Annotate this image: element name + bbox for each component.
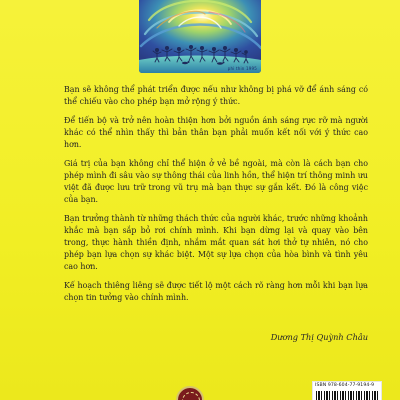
paragraph: Kế hoạch thiêng liêng sẽ được tiết lộ một cách rõ ràng hơn mỗi khi bạn lựa chọn tin tưởng vào chính mình. [64, 281, 368, 302]
paragraph: Để tiến bộ và trở nên hoàn thiện hơn bởi nguồn ánh sáng rực rỡ mà người khác có thể nhìn thấy thì bản thân bạn phải muốn kết nối với ý thức cao hơn. [64, 116, 368, 149]
isbn-barcode [312, 381, 382, 400]
isbn-number: ISBN 978-604-77-9194-9 [315, 383, 375, 388]
cover-artwork [139, 0, 261, 73]
paragraph: Giá trị của bạn không chỉ thể hiện ở vẻ bề ngoài, mà còn là cách bạn cho phép mình đi sâu vào sự thông thái của linh hồn, thể hiện trí thông minh ưu việt đã được lưu trữ trong vũ trụ mà bạn thực sự gắn kết. Đó là công việc của bạn. [64, 159, 368, 204]
swirl-painting [139, 0, 261, 73]
paragraph: Bạn trưởng thành từ những thách thức của người khác, trước những khoảnh khắc mà bạn sắp bỏ rơi chính mình. Khi bạn dừng lại và quay vào bên trong, thực hành thiền định, nhắm mắt quan sát hơi thở tự nhiên, nó cho phép bạn lựa chọn sự khác biệt. Một sự lựa chọn của hòa bình và tình yêu cao hơn. [64, 214, 368, 271]
back-cover-text [64, 84, 368, 311]
paragraph: Bạn sẽ không thể phát triển được nếu như không bị phá vỡ để ánh sáng có thể chiếu vào cho phép bạn mở rộng ý thức. [64, 85, 368, 106]
artist-signature: phi thin 1995 [227, 66, 257, 71]
publisher-seal [176, 386, 204, 400]
barcode-bars [316, 391, 378, 400]
author-name: Dương Thị Quỳnh Châu [270, 332, 368, 342]
